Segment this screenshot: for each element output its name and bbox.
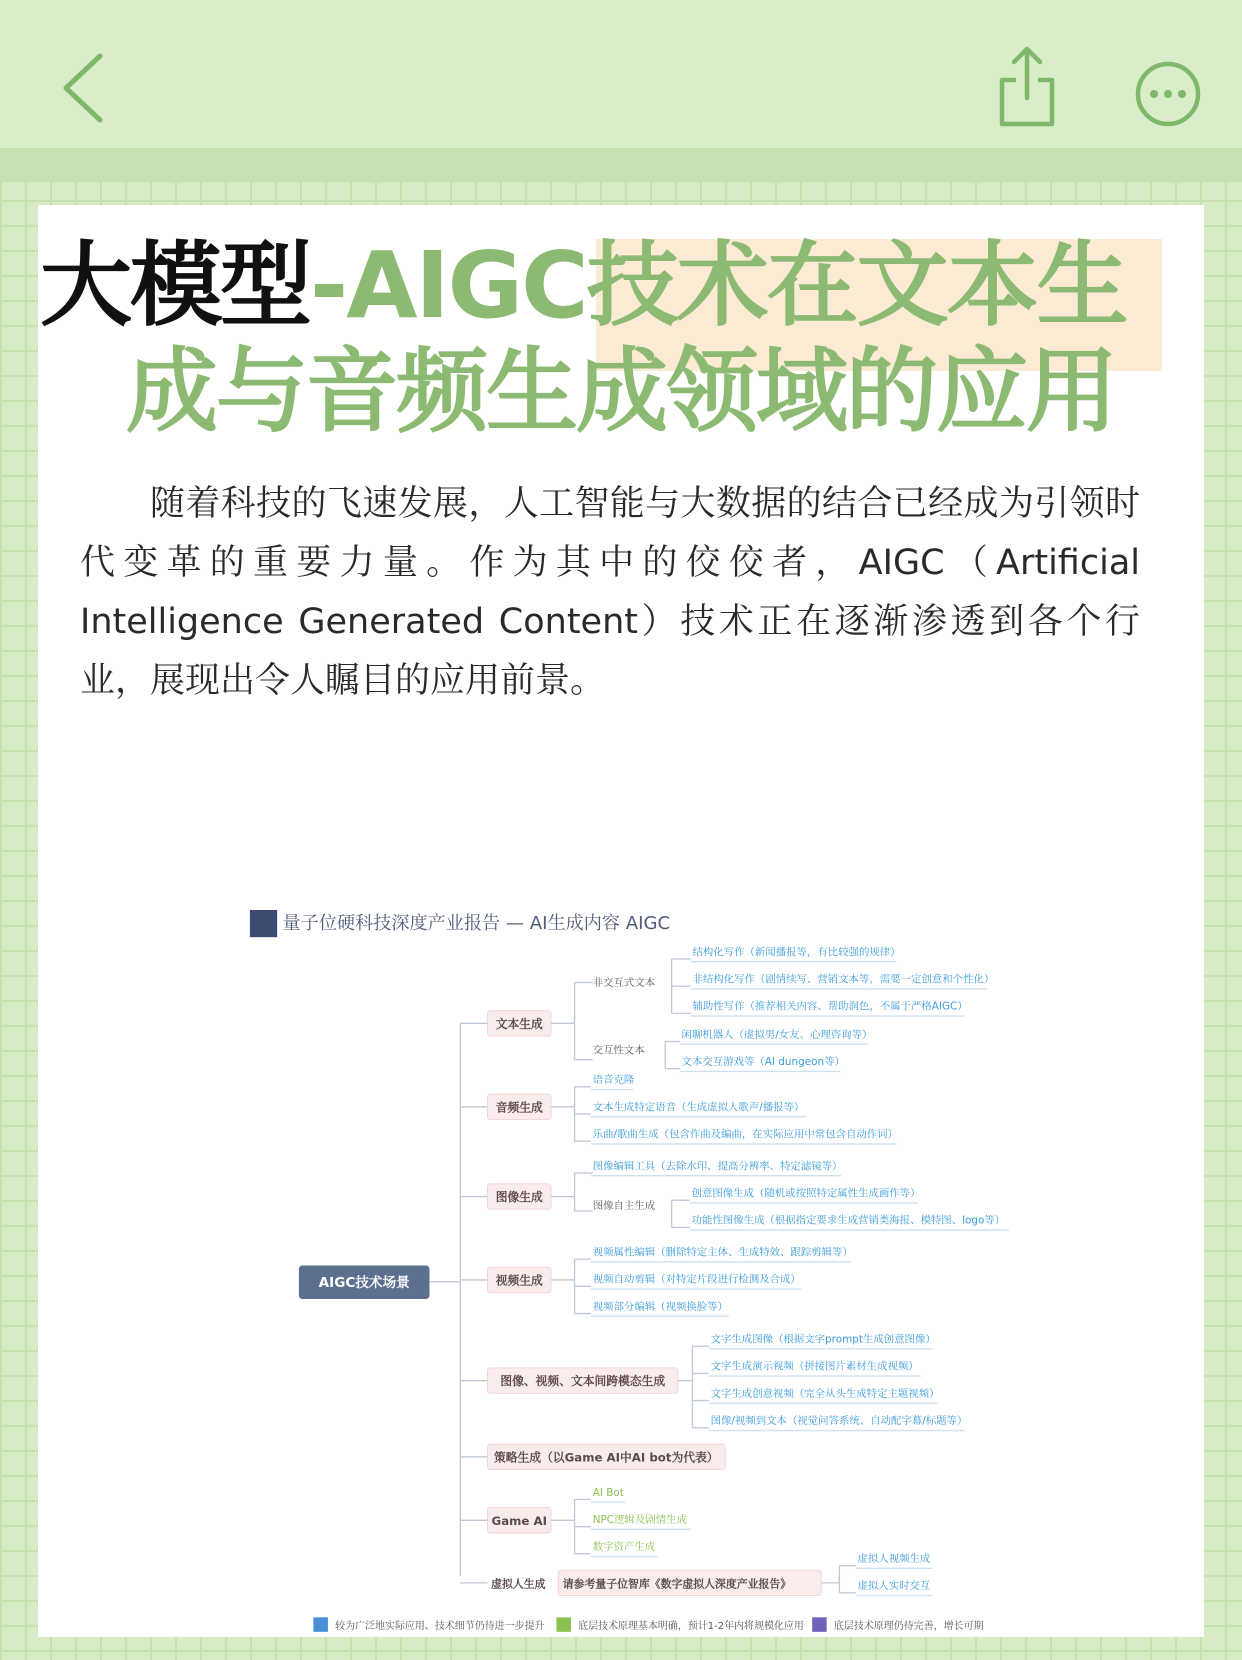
legend-swatch [812,1617,827,1632]
leaf-label: 虚拟人实时交互 [857,1580,931,1593]
header-square [250,910,277,937]
branch-node-label: 策略生成（以Game AI中AI bot为代表） [494,1450,719,1465]
nav-divider-band [0,148,1242,182]
branch-node-label: 文本生成 [495,1016,543,1031]
branch-node-label: 图像、视频、文本间跨模态生成 [500,1374,666,1389]
group-label: 交互性文本 [592,1044,645,1057]
leaf-label: 视频部分编辑（视频换脸等） [592,1300,728,1313]
branch-node-label: 虚拟人生成 [491,1577,546,1591]
legend-label: 较为广泛地实际应用、技术细节仍待进一步提升 [335,1621,545,1633]
aigc-mindmap [148,910,1168,1637]
intro-text [80,475,1140,711]
leaf-label: NPC逻辑及剧情生成 [592,1514,687,1527]
title-black-part: 大模型 [40,232,311,339]
more-icon[interactable] [1134,60,1202,128]
leaf-label: 数字资产生成 [592,1541,656,1554]
title-green-part: -AIGC技术在文本生 [310,232,1127,339]
legend-swatch [313,1617,328,1632]
root-node-label: AIGC技术场景 [318,1275,410,1292]
leaf-label: AI Bot [592,1486,624,1499]
group-label: 图像自主生成 [592,1200,656,1213]
leaf-label: 虚拟人视频生成 [857,1553,931,1566]
legend-swatch [556,1617,571,1632]
leaf-label: 功能性图像生成（根据指定要求生成营销类海报、模特图、logo等） [691,1214,1006,1227]
leaf-label: 视频自动剪辑（对特定片段进行检测及合成） [592,1273,801,1286]
note-label: 请参考量子位智库《数字虚拟人深度产业报告》 [562,1577,792,1591]
intro-paragraph: 随着科技的飞速发展，人工智能与大数据的结合已经成为引领时代变革的重要力量。作为其中的佼佼者，AIGC（Artificial Intelligence Generated Content）技术正在逐渐渗透到各个行业，展现出令人瞩目的应用前景。 [80,484,1140,701]
leaf-label: 语音克隆 [592,1074,635,1087]
leaf-label: 文本生成特定语音（生成虚拟人歌声/播报等） [592,1101,805,1114]
branch-node-label: 音频生成 [495,1100,543,1115]
page-title-line-2: 成与音频生成领域的应用 [125,338,1116,445]
group-label: 非交互式文本 [592,977,656,990]
leaf-label: 结构化写作（新闻播报等，有比较强的规律） [692,946,901,959]
leaf-label: 文字生成演示视频（拼接图片素材生成视频） [710,1360,919,1373]
leaf-label: 乐曲/歌曲生成（包含作曲及编曲，在实际应用中常包含自动作词） [592,1128,899,1141]
top-nav-bar [0,0,1242,148]
branch-node-label: 图像生成 [495,1190,543,1205]
legend-label: 底层技术原理仍待完善，增长可期 [833,1621,984,1633]
legend-label: 底层技术原理基本明确，预计1-2年内将规模化应用 [578,1621,804,1633]
leaf-label: 文字生成创意视频（完全从头生成特定主题视频） [710,1387,940,1400]
leaf-label: 文字生成图像（根据文字prompt生成创意图像） [710,1333,936,1346]
content-card [38,205,1204,1637]
leaf-label: 图像编辑工具（去除水印、提高分辨率、特定滤镜等） [592,1160,843,1173]
page-title-line-1 [38,231,1204,341]
branch-node-label: 视频生成 [495,1273,543,1288]
diagram-header: 量子位硬科技深度产业报告 — AI生成内容 AIGC [282,913,671,935]
leaf-label: 辅助性写作（推荐相关内容、帮助润色，不属于严格AIGC） [692,1000,968,1013]
chevron-left-icon[interactable] [52,48,112,128]
mindmap-svg [148,910,1168,1637]
share-icon[interactable] [996,44,1058,130]
leaf-label: 文本交互游戏等（AI dungeon等） [681,1056,845,1069]
leaf-label: 非结构化写作（剧情续写、营销文本等，需要一定创意和个性化） [692,973,995,986]
leaf-label: 图像/视频到文本（视觉问答系统、自动配字幕/标题等） [710,1415,968,1428]
leaf-label: 视频属性编辑（删除特定主体、生成特效、跟踪剪辑等） [592,1246,853,1259]
branch-node-label: Game AI [491,1513,547,1528]
leaf-label: 创意图像生成（随机或按照特定属性生成画作等） [691,1187,921,1200]
leaf-label: 闲聊机器人（虚拟男/女友、心理咨询等） [681,1028,873,1041]
